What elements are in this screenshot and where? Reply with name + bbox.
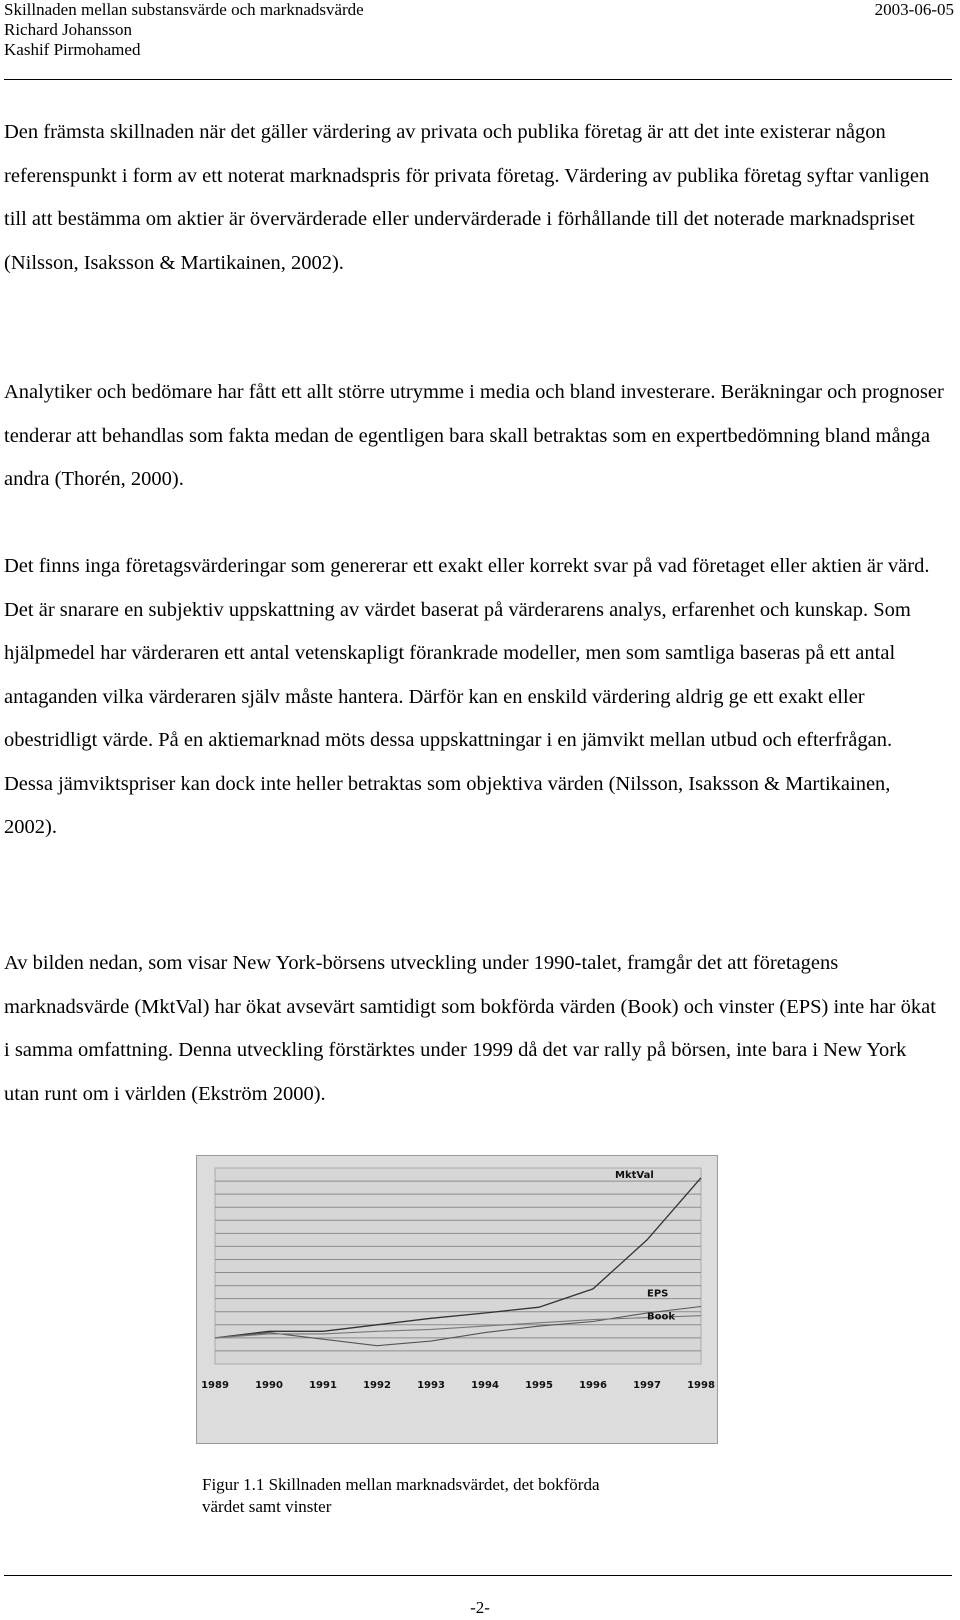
document-date: 2003-06-05 xyxy=(874,0,954,19)
series-label: Book xyxy=(647,1311,676,1323)
footer-rule xyxy=(4,1575,952,1576)
page-number: -2- xyxy=(470,1598,490,1617)
page-header xyxy=(4,0,954,60)
x-tick-label: 1997 xyxy=(633,1380,661,1391)
line-chart xyxy=(197,1156,719,1445)
x-tick-label: 1995 xyxy=(525,1380,553,1391)
author-name: Richard Johansson xyxy=(4,20,132,39)
x-tick-label: 1990 xyxy=(255,1380,283,1391)
x-tick-label: 1998 xyxy=(687,1380,715,1391)
x-tick-label: 1992 xyxy=(363,1380,391,1391)
author-name: Kashif Pirmohamed xyxy=(4,40,141,59)
series-label: EPS xyxy=(647,1288,669,1300)
body-paragraph: Det finns inga företagsvärderingar som genererar ett exakt eller korrekt svar på vad företaget eller aktien är värd. Det är snarare en subjektiv uppskattning av värdet baserat på värderarens analys, erfarenhet och kunskap. Som hjälpmedel har värderaren ett antal vetenskapligt förankrade modeller, men som samtliga baseras på ett antal antaganden vilka värderaren själv måste hantera. Därför kan en enskild värdering aldrig ge ett exakt eller obestridligt värde. På en aktiemarknad möts dessa uppskattningar i en jämvikt mellan utbud och efterfrågan. Dessa jämviktspriser kan dock inte heller betraktas som objektiva värden (Nilsson, Isaksson & Martikainen, 2002). xyxy=(4,555,930,838)
header-rule xyxy=(4,79,952,80)
x-tick-label: 1989 xyxy=(201,1380,229,1391)
document-title: Skillnaden mellan substansvärde och marknadsvärde xyxy=(4,0,364,19)
x-tick-label: 1994 xyxy=(471,1380,499,1391)
series-label: MktVal xyxy=(615,1170,654,1181)
x-tick-label: 1991 xyxy=(309,1380,337,1391)
body-paragraph: Av bilden nedan, som visar New York-börsens utveckling under 1990-talet, framgår det att företagens marknadsvärde (MktVal) har ökat avsevärt samtidigt som bokförda värden (Book) och vinster (EPS) inte har ökat i samma omfattning. Denna utveckling förstärktes under 1999 då det var rally på börsen, inte bara i New York utan runt om i världen (Ekström 2000). xyxy=(4,952,936,1105)
x-tick-label: 1996 xyxy=(579,1380,607,1391)
body-paragraph: Den främsta skillnaden när det gäller värdering av privata och publika företag är att det inte existerar någon referenspunkt i form av ett noterat marknadspris för privata företag. Värdering av publika företag syftar vanligen till att bestämma om aktier är övervärderade eller undervärderade i förhållande till det noterade marknadspriset (Nilsson, Isaksson & Martikainen, 2002). xyxy=(4,121,930,274)
body-paragraph: Analytiker och bedömare har fått ett allt större utrymme i media och bland investerare. Beräkningar och prognoser tenderar att behandlas som fakta medan de egentligen bara skall betraktas som en expertbedömning bland många andra (Thorén, 2000). xyxy=(4,381,944,490)
x-tick-label: 1993 xyxy=(417,1380,445,1391)
figure-caption: Figur 1.1 Skillnaden mellan marknadsvärdet, det bokförda värdet samt vinster xyxy=(202,1475,600,1516)
figure-chart xyxy=(196,1155,718,1444)
